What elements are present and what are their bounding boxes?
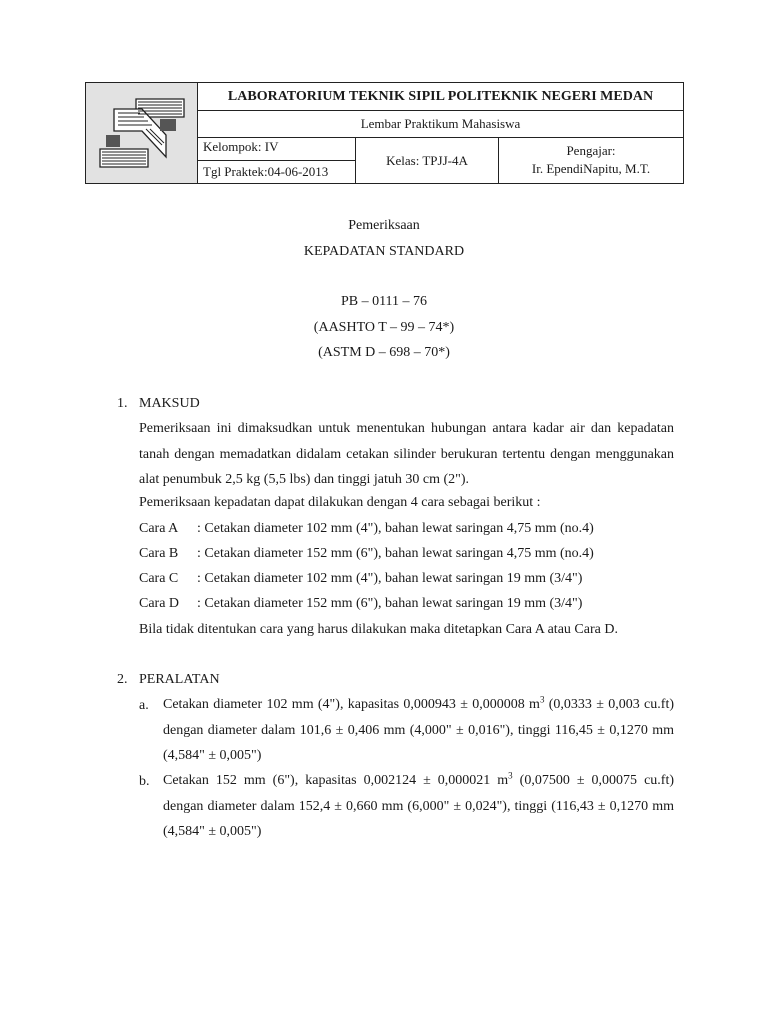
pengajar-field [499,138,683,183]
document-header [85,82,684,184]
sheet-subtitle: Lembar Praktikum Mahasiswa [198,111,683,138]
kelompok-field: Kelompok: IV [198,138,356,161]
standard-code-pb: PB – 0111 – 76 [340,294,428,309]
cara-d-text: : Cetakan diameter 152 mm (6"), bahan lewat saringan 19 mm (3/4") [197,596,583,611]
item-a-text [163,692,674,769]
cara-d-label: Cara D [139,596,180,611]
title-line1: Pemeriksaan [348,218,420,233]
pengajar-label: Pengajar: [566,143,616,158]
cara-c-row [139,571,674,587]
cara-a-text: : Cetakan diameter 102 mm (4"), bahan lewat saringan 4,75 mm (no.4) [197,521,594,536]
section1-paragraph: Pemeriksaan ini dimaksudkan untuk menentukan hubungan antara kadar air dan kepadatan tanah dengan memadatkan didalam cetakan silinder berukuran tertentu dengan menggunakan alat penumbuk 2,5 kg (5,5 lbs) dan tinggi jatuh 30 cm (2"). [139,421,674,487]
section1-number: 1. [117,396,128,411]
cara-b-label: Cara B [139,546,179,561]
cara-d-row [139,596,674,612]
section1-heading: MAKSUD [139,396,200,411]
institution-logo-icon [96,95,188,171]
kelas-field: Kelas: TPJJ-4A [356,138,499,183]
item-a-post: (0,0333 ± 0,003 cu.ft) dengan diameter dalam 101,6 ± 0,406 mm (4,000" ± 0,016"), tinggi 116,45 ± 0,1270 mm (4,584" ± 0,005") [163,697,674,763]
section2-heading: PERALATAN [139,672,220,687]
logo [86,83,198,183]
cara-c-text: : Cetakan diameter 102 mm (4"), bahan lewat saringan 19 mm (3/4") [197,571,583,586]
standard-code-aashto: (AASHTO T – 99 – 74*) [313,320,455,335]
pengajar-name: Ir. EpendiNapitu, M.T. [531,161,651,176]
cara-a-label: Cara A [139,521,179,536]
cara-b-row [139,546,674,562]
item-b-text [163,768,674,845]
item-b-post: (0,07500 ± 0,00075 cu.ft) dengan diameter dalam 152,4 ± 0,660 mm (6,000" ± 0,024"), tinggi (116,43 ± 0,1270 mm (4,584" ± 0,005") [163,773,674,839]
item-b-label: b. [139,774,150,789]
cara-b-text: : Cetakan diameter 152 mm (6"), bahan lewat saringan 4,75 mm (no.4) [197,546,594,561]
cara-c-label: Cara C [139,571,179,586]
item-b-pre: Cetakan 152 mm (6"), kapasitas 0,002124 ± 0,000021 m [163,773,509,788]
title-line2: KEPADATAN STANDARD [303,244,465,259]
section1-intro: Pemeriksaan kepadatan dapat dilakukan dengan 4 cara sebagai berikut : [139,495,541,510]
tgl-praktek-field: Tgl Praktek:04-06-2013 [198,161,356,183]
institution-name: LABORATORIUM TEKNIK SIPIL POLITEKNIK NEGERI MEDAN [198,83,683,111]
cara-a-row [139,521,674,537]
item-a-sup: 3 [539,694,545,705]
standard-code-astm: (ASTM D – 698 – 70*) [318,345,450,360]
section2-number: 2. [117,672,128,687]
item-b-sup: 3 [508,770,513,781]
item-a-pre: Cetakan diameter 102 mm (4"), kapasitas 0,000943 ± 0,000008 m [163,697,540,712]
section1-closing: Bila tidak ditentukan cara yang harus dilakukan maka ditetapkan Cara A atau Cara D. [139,622,618,637]
item-a-label: a. [139,698,149,713]
